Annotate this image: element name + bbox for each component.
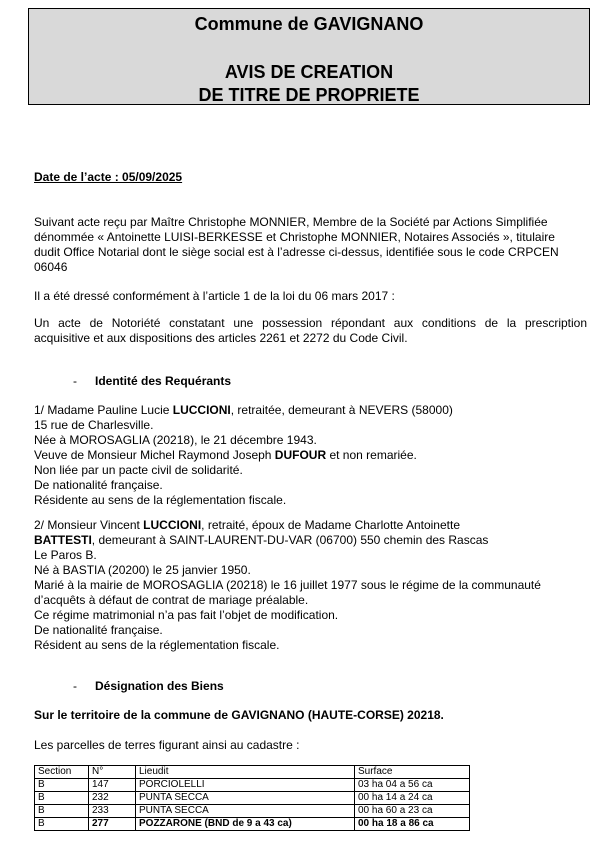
col-header-lieudit: Lieudit bbox=[136, 766, 355, 779]
cell-surface: 00 ha 60 a 23 ca bbox=[355, 805, 470, 818]
requerant-1-residence: Résidente au sens de la réglementation fiscale. bbox=[34, 493, 287, 507]
table-row bbox=[35, 805, 470, 818]
parcelles-intro: Les parcelles de terres figurant ainsi au cadastre : bbox=[34, 738, 300, 752]
cadastre-table bbox=[34, 765, 470, 831]
requerant-1-block bbox=[34, 403, 587, 508]
cell-numero: 277 bbox=[89, 818, 136, 831]
intro-line: dénommée « Antoinette LUISI-BERKESSE et Christophe MONNIER, Notaires Associés », titulaire bbox=[34, 230, 555, 244]
cell-lieudit: PUNTA SECCA bbox=[136, 792, 355, 805]
notoriete-line: Un acte de Notoriété constatant une possession répondant aux conditions de la prescription bbox=[34, 316, 587, 330]
requerant-2-spouse-name: BATTESTI bbox=[34, 533, 92, 547]
header-box bbox=[28, 8, 590, 105]
intro-paragraph bbox=[34, 215, 587, 275]
cell-lieudit: PORCIOLELLI bbox=[136, 779, 355, 792]
notice-title-line1: AVIS DE CREATION bbox=[224, 62, 394, 82]
requerant-2-regime: Ce régime matrimonial n’a pas fait l’objet de modification. bbox=[34, 608, 339, 622]
intro-line: dudit Office Notarial dont le siège social est à l’adresse ci-dessus, identifiée sous le code CRPCEN bbox=[34, 245, 559, 259]
territoire: Sur le territoire de la commune de GAVIGNANO (HAUTE-CORSE) 20218. bbox=[34, 708, 444, 722]
requerant-2-birth: Né à BASTIA (20200) le 25 janvier 1950. bbox=[34, 563, 251, 577]
bullet-dash: - bbox=[73, 374, 77, 388]
requerant-2-marriage: Marié à la mairie de MOROSAGLIA (20218) le 16 juillet 1977 sous le régime de la communauté bbox=[34, 578, 541, 592]
notice-title-line2: DE TITRE DE PROPRIETE bbox=[198, 85, 420, 105]
table-row bbox=[35, 792, 470, 805]
requerant-1-birth: Née à MOROSAGLIA (20218), le 21 décembre 1943. bbox=[34, 433, 317, 447]
requerant-2-address: BATTESTI, demeurant à SAINT-LAURENT-DU-VAR (06700) 550 chemin des Rascas bbox=[34, 533, 489, 547]
requerant-1-address: 15 rue de Charlesville. bbox=[34, 418, 154, 432]
requerant-2-nationality: De nationalité française. bbox=[34, 623, 163, 637]
cell-numero: 232 bbox=[89, 792, 136, 805]
intro-line: 06046 bbox=[34, 260, 68, 274]
cell-lieudit: POZZARONE (BND de 9 a 43 ca) bbox=[136, 818, 355, 831]
requerant-2-block bbox=[34, 518, 587, 653]
requerant-2-residence: Résident au sens de la réglementation fiscale. bbox=[34, 638, 280, 652]
requerant-1-widow: Veuve de Monsieur Michel Raymond Joseph DUFOUR et non remariée. bbox=[34, 448, 417, 462]
section-title: Identité des Requérants bbox=[95, 374, 232, 388]
col-header-surface: Surface bbox=[355, 766, 470, 779]
commune-title: Commune de GAVIGNANO bbox=[194, 14, 424, 34]
requerant-2-address2: Le Paros B. bbox=[34, 548, 97, 562]
table-header-row bbox=[35, 766, 470, 779]
acte-date: Date de l’acte : 05/09/2025 bbox=[34, 170, 183, 184]
table-row bbox=[35, 818, 470, 831]
section-biens-heading bbox=[73, 679, 224, 694]
cell-surface: 00 ha 18 a 86 ca bbox=[355, 818, 470, 831]
notoriete-line: acquisitive et aux dispositions des articles 2261 et 2272 du Code Civil. bbox=[34, 331, 408, 345]
requerant-1-pacs: Non liée par un pacte civil de solidarité. bbox=[34, 463, 243, 477]
cell-numero: 233 bbox=[89, 805, 136, 818]
cell-surface: 03 ha 04 a 56 ca bbox=[355, 779, 470, 792]
table-row bbox=[35, 779, 470, 792]
cell-section: B bbox=[35, 779, 89, 792]
col-header-section: Section bbox=[35, 766, 89, 779]
cell-lieudit: PUNTA SECCA bbox=[136, 805, 355, 818]
cell-section: B bbox=[35, 792, 89, 805]
intro-line: Suivant acte reçu par Maître Christophe MONNIER, Membre de la Société par Actions Simplifiée bbox=[34, 215, 548, 229]
requerant-1-surname: LUCCIONI bbox=[172, 403, 231, 417]
requerant-1-nationality: De nationalité française. bbox=[34, 478, 163, 492]
notoriete-paragraph bbox=[34, 316, 587, 346]
cell-section: B bbox=[35, 805, 89, 818]
section-title: Désignation des Biens bbox=[95, 679, 224, 693]
requerant-1-late-husband: DUFOUR bbox=[274, 448, 327, 462]
cell-section: B bbox=[35, 818, 89, 831]
bullet-dash: - bbox=[73, 679, 77, 693]
requerant-1-identity: 1/ Madame Pauline Lucie LUCCIONI, retraitée, demeurant à NEVERS (58000) bbox=[34, 403, 453, 417]
requerant-2-identity: 2/ Monsieur Vincent LUCCIONI, retraité, époux de Madame Charlotte Antoinette bbox=[34, 518, 460, 532]
cell-surface: 00 ha 14 a 24 ca bbox=[355, 792, 470, 805]
requerant-2-surname: LUCCIONI bbox=[143, 518, 202, 532]
requerant-2-marriage-cont: d’acquêts à défaut de contrat de mariage préalable. bbox=[34, 593, 309, 607]
col-header-numero: N° bbox=[89, 766, 136, 779]
cell-numero: 147 bbox=[89, 779, 136, 792]
loi-paragraph: Il a été dressé conformément à l’article 1 de la loi du 06 mars 2017 : bbox=[34, 289, 395, 303]
section-requerants-heading bbox=[73, 374, 231, 389]
